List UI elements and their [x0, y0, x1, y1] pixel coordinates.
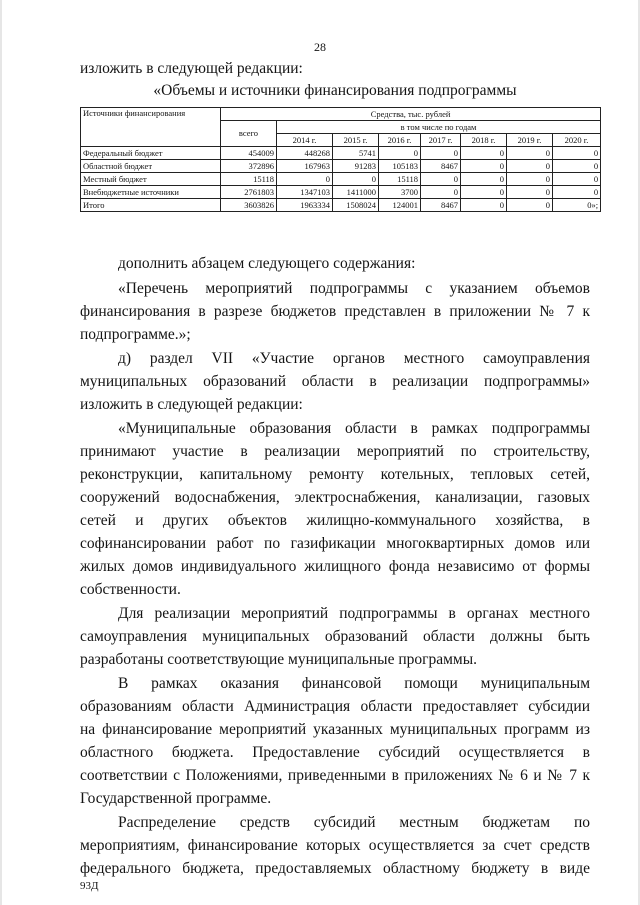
row-value: 1963334	[277, 199, 333, 212]
row-source: Итого	[81, 199, 221, 212]
intro-line: изложить в следующей редакции:	[80, 60, 303, 77]
body-line: Государственной программе.	[80, 790, 272, 807]
body-line: сооружений водоснабжения, электроснабжения, канализации, газовых	[80, 489, 590, 506]
row-value: 0»;	[553, 199, 601, 212]
body-line: разработаны соответствующие муниципальные программы.	[80, 651, 478, 668]
row-value: 1411000	[333, 186, 379, 199]
table-title: «Объемы и источники финансирования подпрограммы	[153, 82, 517, 99]
header-funds: Средства, тыс. рублей	[221, 108, 601, 121]
row-value: 1508024	[333, 199, 379, 212]
body-line: соответствии с Положениями, приведенными в приложениях № 6 и № 7 к	[80, 767, 590, 784]
body-line: софинансировании работ по газификации многоквартирных домов или	[80, 535, 590, 552]
body-line: д) раздел VII «Участие органов местного самоуправления	[118, 350, 590, 367]
body-line: сетей и других объектов жилищно-коммунального хозяйства, в	[80, 512, 590, 529]
row-value: 0	[421, 147, 461, 160]
header-year: 2014 г.	[277, 134, 333, 147]
row-value: 0	[277, 173, 333, 186]
row-value: 0	[507, 173, 553, 186]
table-row	[81, 160, 601, 173]
body-line: жилых домов индивидуального жилищного фонда независимо от формы	[80, 558, 590, 575]
body-line: образованиям области Администрация области предоставляет субсидии	[80, 698, 590, 715]
body-line: «Муниципальные образования области в рамках подпрограммы	[118, 420, 590, 437]
row-value: 0	[461, 173, 507, 186]
row-total: 2761803	[221, 186, 277, 199]
financing-table-wrapper	[80, 107, 600, 212]
row-source: Местный бюджет	[81, 173, 221, 186]
row-total: 372896	[221, 160, 277, 173]
row-value: 0	[333, 173, 379, 186]
header-year: 2015 г.	[333, 134, 379, 147]
row-value: 0	[379, 147, 421, 160]
row-value: 91283	[333, 160, 379, 173]
body-line: областного бюджета. Предоставление субсидий осуществляется в	[80, 744, 590, 761]
financing-table	[80, 107, 601, 212]
body-line: муниципальных образований области в реализации подпрограммы»	[80, 373, 590, 390]
body-line: дополнить абзацем следующего содержания:	[118, 255, 416, 272]
table-row-total	[81, 199, 601, 212]
body-line: собственности.	[80, 581, 181, 598]
row-value: 0	[461, 147, 507, 160]
row-value: 15118	[379, 173, 421, 186]
scan-edge-left	[0, 0, 2, 905]
row-value: 0	[461, 160, 507, 173]
table-row	[81, 186, 601, 199]
row-value: 8467	[421, 199, 461, 212]
row-value: 0	[553, 173, 601, 186]
row-value: 3700	[379, 186, 421, 199]
header-by-year: в том числе по годам	[277, 121, 601, 134]
body-line: Распределение средств субсидий местным бюджетам по	[118, 814, 590, 831]
row-value: 0	[507, 160, 553, 173]
page-number: 28	[314, 40, 326, 54]
header-year: 2018 г.	[461, 134, 507, 147]
table-row	[81, 147, 601, 160]
header-year: 2020 г.	[553, 134, 601, 147]
row-source: Федеральный бюджет	[81, 147, 221, 160]
row-value: 0	[507, 199, 553, 212]
header-year: 2019 г.	[507, 134, 553, 147]
row-value: 5741	[333, 147, 379, 160]
row-value: 8467	[421, 160, 461, 173]
row-value: 0	[421, 173, 461, 186]
row-value: 0	[553, 147, 601, 160]
body-line: изложить в следующей редакции:	[80, 396, 303, 413]
table-row	[81, 173, 601, 186]
row-value: 1347103	[277, 186, 333, 199]
row-source: Внебюджетные источники	[81, 186, 221, 199]
row-total: 454009	[221, 147, 277, 160]
body-line: федерального бюджета, предоставляемых областному бюджету в виде	[80, 860, 590, 877]
row-value: 0	[507, 147, 553, 160]
row-total: 3603826	[221, 199, 277, 212]
header-sources: Источники финансирования	[81, 108, 221, 147]
row-value: 0	[421, 186, 461, 199]
row-total: 15118	[221, 173, 277, 186]
row-source: Областной бюджет	[81, 160, 221, 173]
row-value: 105183	[379, 160, 421, 173]
body-line: самоуправления муниципальных образований области должны быть	[80, 628, 590, 645]
body-line: на финансирование мероприятий указанных муниципальных программ из	[80, 721, 590, 738]
body-line: принимают участие в реализации мероприятий по строительству,	[80, 443, 590, 460]
header-year: 2017 г.	[421, 134, 461, 147]
body-line: финансирования в разрезе бюджетов представлен в приложении № 7 к	[80, 303, 590, 320]
body-line: «Перечень мероприятий подпрограммы с указанием объемов	[118, 280, 590, 297]
row-value: 0	[461, 186, 507, 199]
row-value: 167963	[277, 160, 333, 173]
header-total: всего	[221, 121, 277, 147]
body-line: В рамках оказания финансовой помощи муниципальным	[118, 675, 590, 692]
row-value: 0	[461, 199, 507, 212]
body-line: мероприятиям, финансирование которых осуществляется за счет средств	[80, 837, 590, 854]
row-value: 0	[507, 186, 553, 199]
header-year: 2016 г.	[379, 134, 421, 147]
body-line: подпрограмме.»;	[80, 326, 191, 343]
row-value: 0	[553, 186, 601, 199]
row-value: 448268	[277, 147, 333, 160]
row-value: 0	[553, 160, 601, 173]
row-value: 124001	[379, 199, 421, 212]
body-line: Для реализации мероприятий подпрограммы в органах местного	[118, 605, 590, 622]
body-line: реконструкции, капитальному ремонту котельных, тепловых сетей,	[80, 466, 590, 483]
footer-code: 93Д	[80, 880, 99, 892]
